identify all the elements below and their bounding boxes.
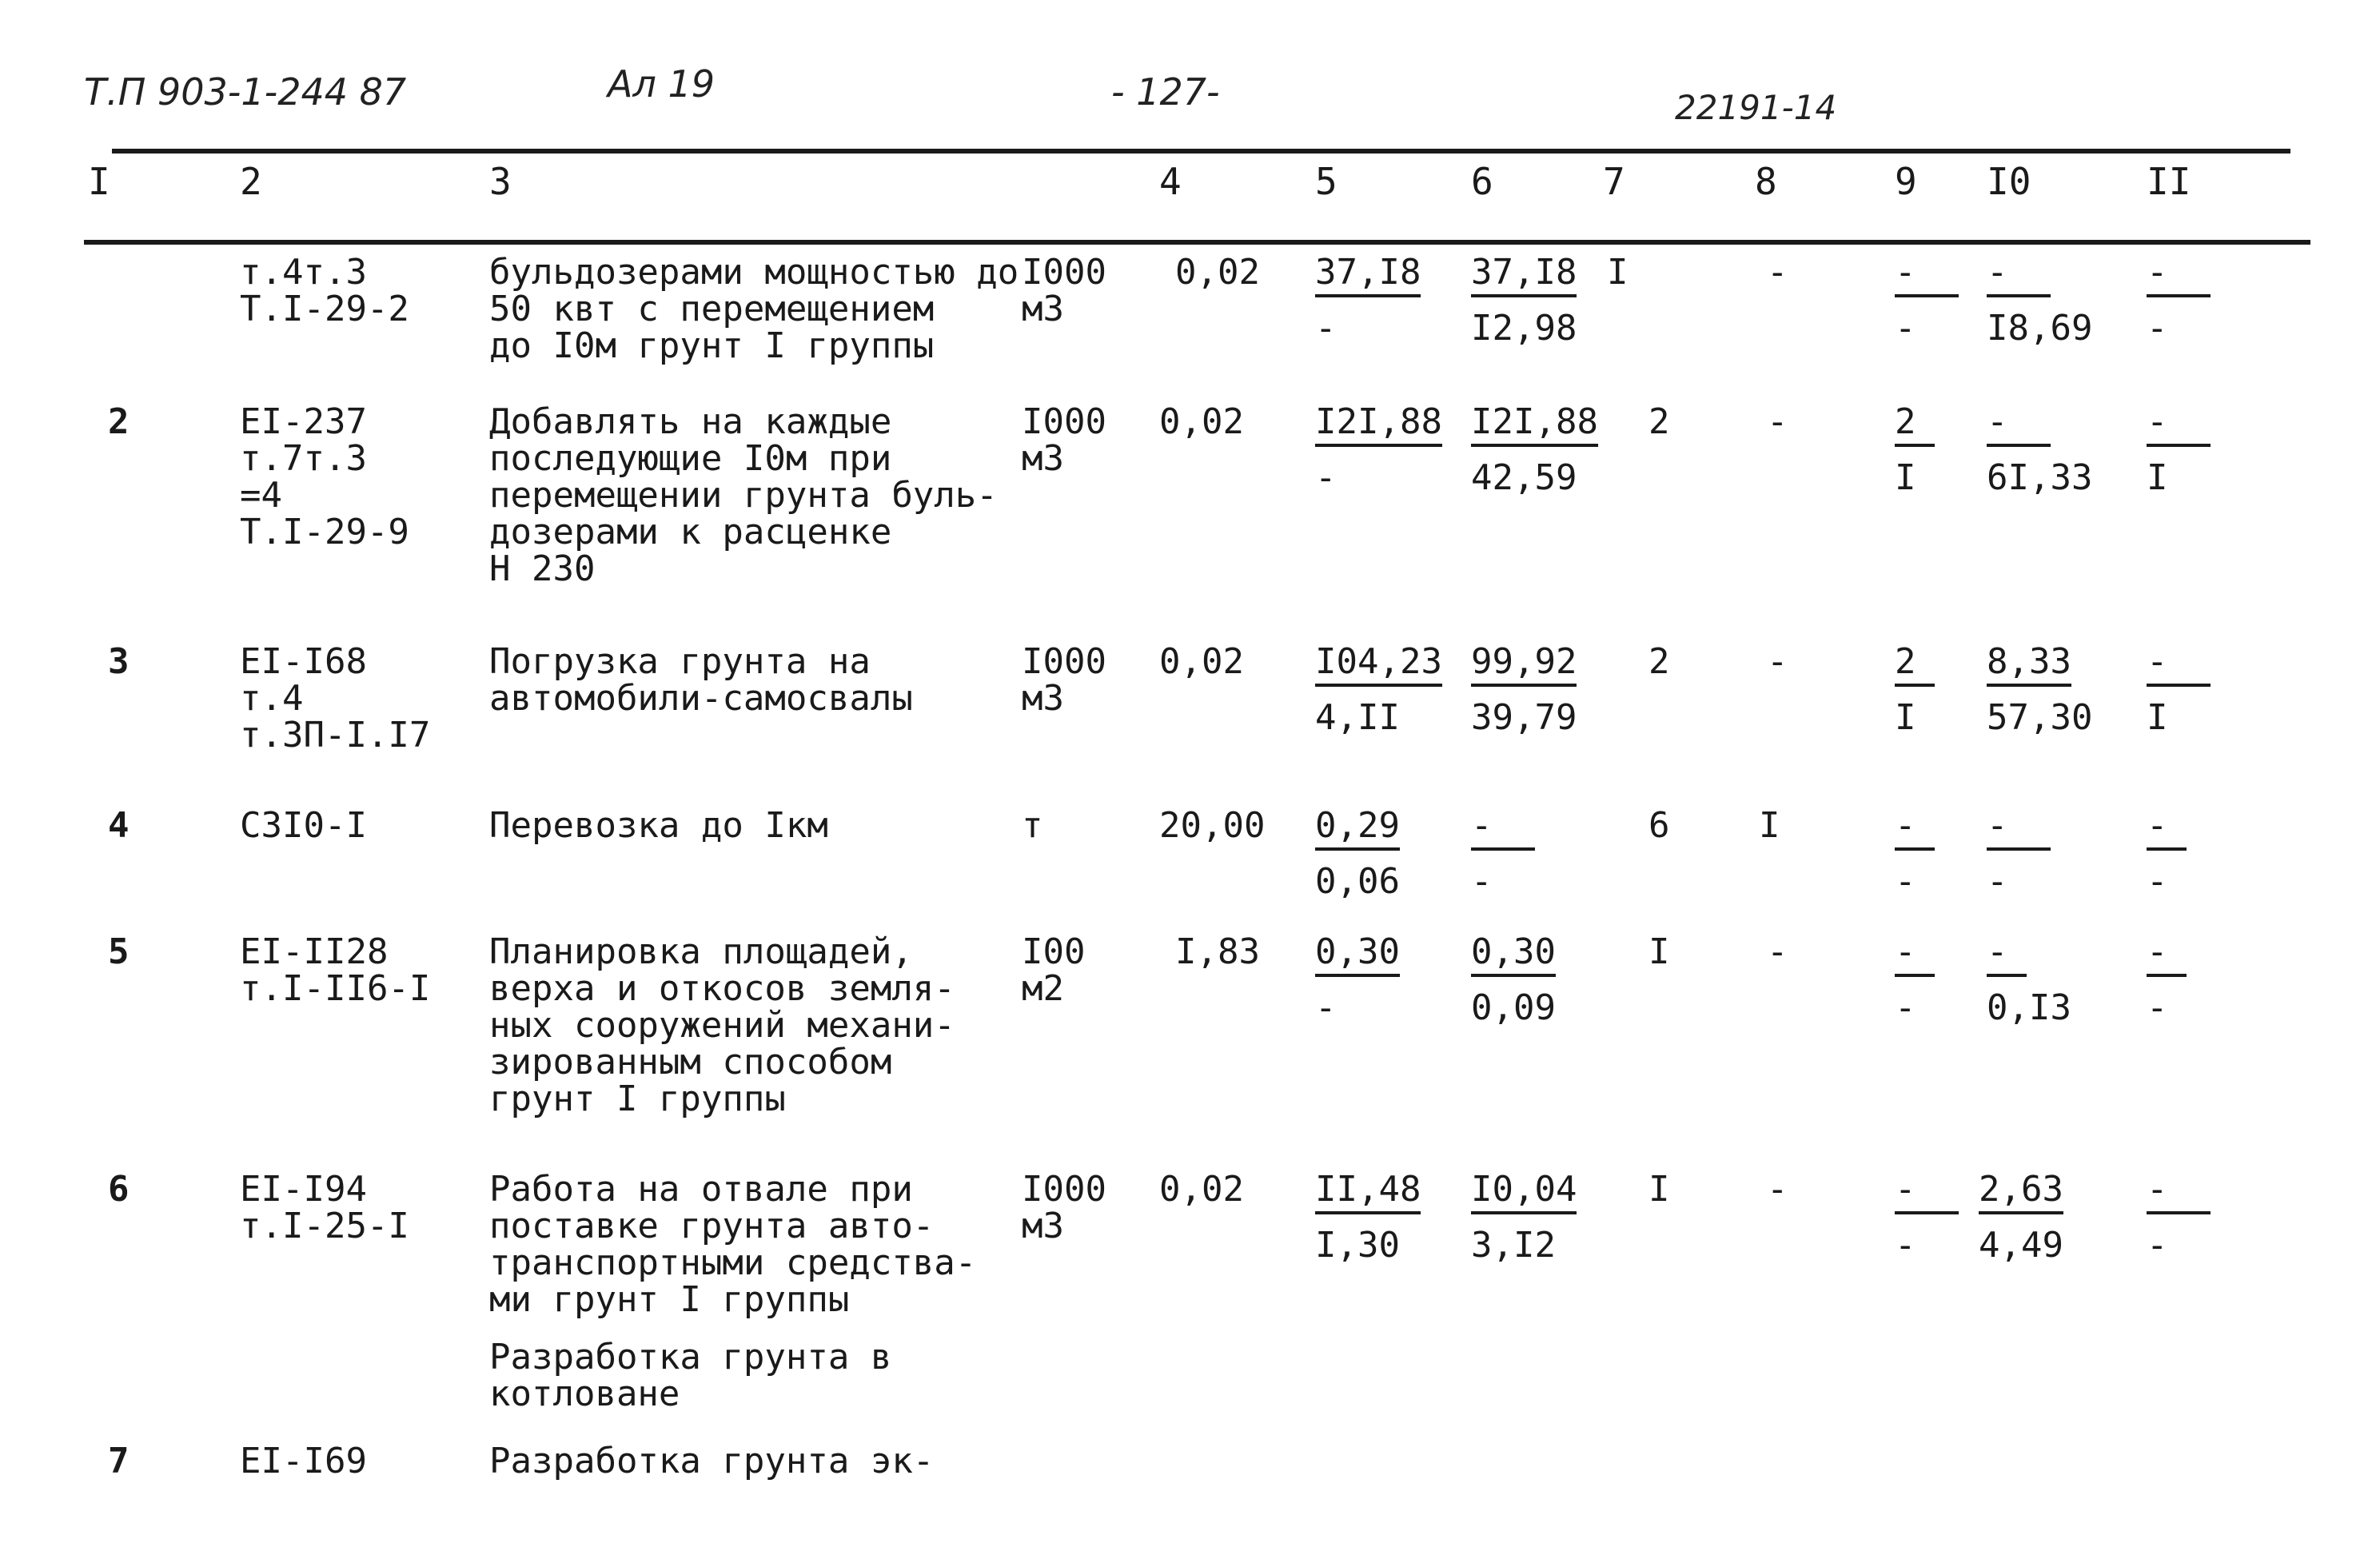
col9-value: 2 I	[1895, 644, 1935, 736]
col8-value: -	[1767, 641, 1788, 682]
col-header-6: 6	[1471, 160, 1493, 203]
col5-value: 0,29 0,06	[1315, 805, 1400, 902]
col6-value: 37,I8 I2,98	[1471, 252, 1577, 349]
norm-code: С3I0-I	[240, 805, 367, 846]
col7-value: 2	[1648, 641, 1670, 682]
col-header-2: 2	[240, 160, 262, 203]
unit: I000 м3	[1022, 401, 1106, 479]
quantity: 20,00	[1159, 805, 1266, 846]
col5-value: I04,23 4,II	[1315, 641, 1442, 738]
col6-value: 99,92 39,79	[1471, 641, 1577, 738]
quantity: I,83	[1175, 931, 1260, 972]
quantity: 0,02	[1159, 401, 1244, 442]
norm-code: ЕI-I69	[240, 1441, 367, 1481]
col11-value: - -	[2147, 934, 2187, 1027]
unit: I00 м2	[1022, 931, 1086, 1009]
col5-value: 0,30 -	[1315, 931, 1400, 1028]
col7-value: I	[1607, 252, 1629, 293]
row-number: 4	[108, 805, 130, 846]
col8-value: -	[1767, 931, 1788, 972]
col9-value: - -	[1895, 1171, 1959, 1264]
quantity: 0,02	[1175, 252, 1260, 293]
quantity: 0,02	[1159, 641, 1244, 682]
col-header-10: I0	[1987, 160, 2031, 203]
col8-value: -	[1767, 401, 1788, 442]
norm-code: ЕI-I94 т.I-25-I	[240, 1169, 409, 1246]
col11-value: - I	[2147, 644, 2211, 736]
col6-value: I2I,88 42,59	[1471, 401, 1598, 498]
work-description: Перевозка до Iкм	[489, 805, 828, 846]
norm-code: ЕI-237 т.7т.3 =4 Т.I-29-9	[240, 401, 409, 552]
col5-value: II,48 I,30	[1315, 1169, 1421, 1266]
unit: т	[1022, 805, 1043, 846]
norm-code: т.4т.3 Т.I-29-2	[240, 252, 409, 329]
col9-value: - -	[1895, 807, 1935, 900]
page-number: - 127-	[1111, 70, 1220, 114]
col8-value: I	[1759, 805, 1780, 846]
col7-value: I	[1648, 1169, 1670, 1210]
header-rule	[84, 240, 2310, 245]
row-number: 7	[108, 1441, 130, 1481]
unit: I000 м3	[1022, 252, 1106, 329]
col8-value: -	[1767, 252, 1788, 293]
quantity: 0,02	[1159, 1169, 1244, 1210]
col10-value: - -	[1987, 807, 2051, 900]
work-description: Разработка грунта эк-	[489, 1441, 935, 1481]
norm-code: ЕI-II28 т.I-II6-I	[240, 931, 431, 1009]
col7-value: 2	[1648, 401, 1670, 442]
row-number: 2	[108, 401, 130, 442]
col9-value: - -	[1895, 254, 1959, 347]
col6-value: 0,30 0,09	[1471, 931, 1556, 1028]
col10-value: - 6I,33	[1987, 401, 2093, 498]
col-header-11: II	[2147, 160, 2191, 203]
col-header-1: I	[88, 160, 110, 203]
row-number: 5	[108, 931, 130, 972]
col5-value: I2I,88 -	[1315, 401, 1442, 498]
work-description: бульдозерами мощностью до 50 квт с перемещением до I0м грунт I группы	[489, 252, 1019, 366]
col6-value: - -	[1471, 807, 1535, 900]
col9-value: 2 I	[1895, 404, 1935, 496]
section-heading: Разработка грунта в котловане	[489, 1337, 892, 1414]
col7-value: I	[1648, 931, 1670, 972]
col-header-9: 9	[1895, 160, 1917, 203]
doc-code: Т.П 903-1-244 87	[84, 70, 407, 114]
inventory-number: 22191-14	[1675, 88, 1837, 127]
col10-value: - 0,I3	[1987, 931, 2071, 1028]
col11-value: - I	[2147, 404, 2211, 496]
col10-value: - I8,69	[1987, 252, 2093, 349]
col-header-7: 7	[1603, 160, 1625, 203]
album-number: Ал 19	[608, 62, 716, 106]
row-number: 3	[108, 641, 130, 682]
col5-value: 37,I8 -	[1315, 252, 1421, 349]
work-description: Добавлять на каждые последующие I0м при перемещении грунта буль- дозерами к расценке Н 230	[489, 401, 998, 589]
col-header-4: 4	[1159, 160, 1182, 203]
col-header-3: 3	[489, 160, 512, 203]
col11-value: - -	[2147, 254, 2211, 347]
col9-value: - -	[1895, 934, 1935, 1027]
work-description: Работа на отвале при поставке грунта авто- транспортными средства- ми грунт I группы	[489, 1169, 977, 1320]
top-rule	[112, 149, 2290, 154]
work-description: Погрузка грунта на автомобили-самосвалы	[489, 641, 913, 719]
col11-value: - -	[2147, 1171, 2211, 1264]
col-header-5: 5	[1315, 160, 1338, 203]
col6-value: I0,04 3,I2	[1471, 1169, 1577, 1266]
col8-value: -	[1767, 1169, 1788, 1210]
unit: I000 м3	[1022, 641, 1106, 719]
row-number: 6	[108, 1169, 130, 1210]
norm-code: ЕI-I68 т.4 т.3П-I.I7	[240, 641, 431, 756]
col10-value: 8,33 57,30	[1987, 641, 2093, 738]
col7-value: 6	[1648, 805, 1670, 846]
col10-value: 2,63 4,49	[1979, 1169, 2063, 1266]
col11-value: - -	[2147, 807, 2187, 900]
col-header-8: 8	[1755, 160, 1777, 203]
unit: I000 м3	[1022, 1169, 1106, 1246]
work-description: Планировка площадей, верха и откосов земля- ных сооружений механи- зированным способом грунт I группы	[489, 931, 955, 1119]
